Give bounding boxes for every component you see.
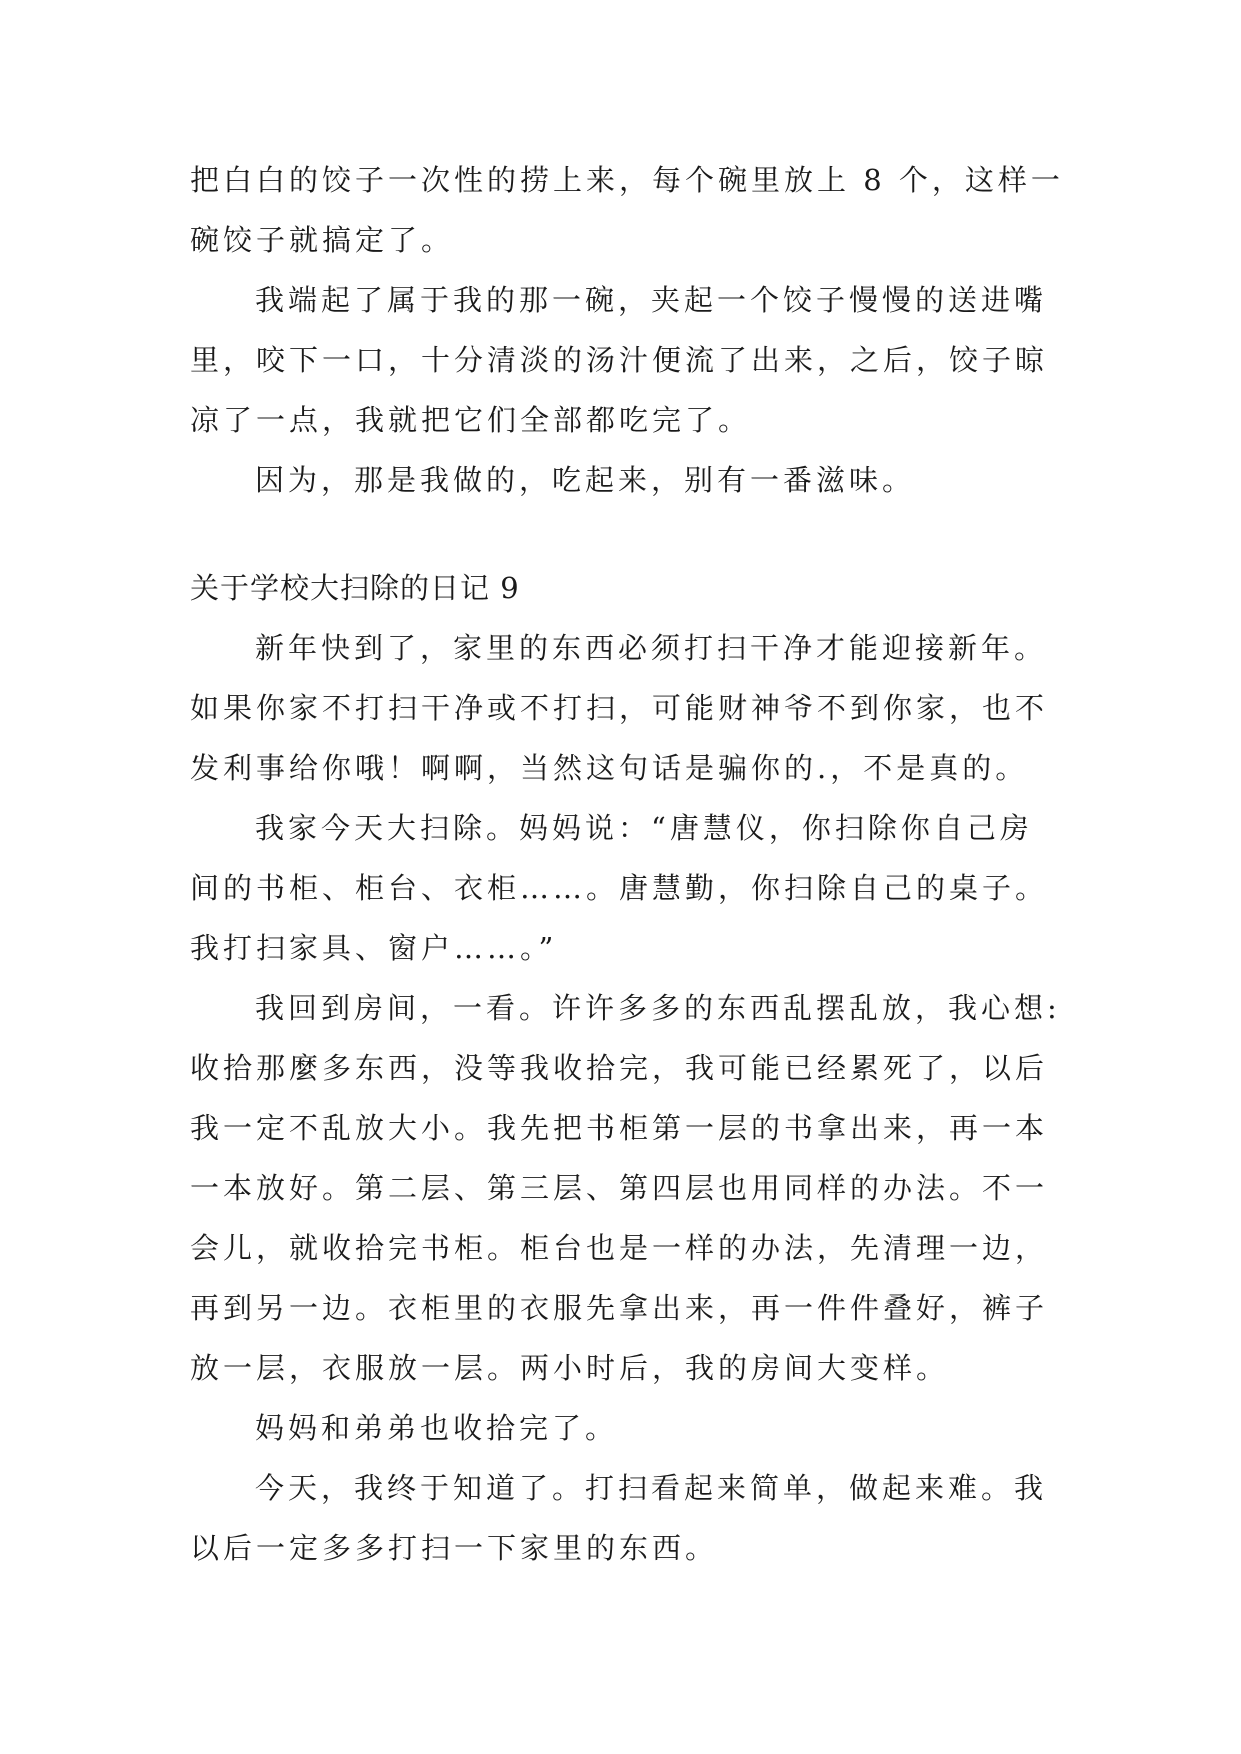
paragraph-line: 我端起了属于我的那一碗，夹起一个饺子慢慢的送进嘴 <box>255 283 1048 317</box>
paragraph-line: 收拾那麼多东西，没等我收拾完，我可能已经累死了，以后 <box>190 1051 1049 1085</box>
paragraph-line: 一本放好。第二层、第三层、第四层也用同样的办法。不一 <box>190 1171 1049 1205</box>
paragraph-line: 碗饺子就搞定了。 <box>190 223 455 257</box>
paragraph-line: 因为，那是我做的，吃起来，别有一番滋味。 <box>255 463 916 497</box>
paragraph-line: 以后一定多多打扫一下家里的东西。 <box>190 1531 719 1565</box>
paragraph-line: 今天，我终于知道了。打扫看起来简单，做起来难。我 <box>255 1471 1048 1505</box>
paragraph-line: 会儿，就收拾完书柜。柜台也是一样的办法，先清理一边， <box>190 1231 1049 1265</box>
paragraph-line: 我打扫家具、窗户……。” <box>190 931 558 965</box>
paragraph-line: 凉了一点，我就把它们全部都吃完了。 <box>190 403 752 437</box>
paragraph-line: 放一层，衣服放一层。两小时后，我的房间大变样。 <box>190 1351 950 1385</box>
paragraph-line: 妈妈和弟弟也收拾完了。 <box>255 1411 619 1445</box>
paragraph-line: 把白白的饺子一次性的捞上来，每个碗里放上 8 个，这样一 <box>190 163 1064 197</box>
paragraph-line: 新年快到了，家里的东西必须打扫干净才能迎接新年。 <box>255 631 1048 665</box>
paragraph-line: 再到另一边。衣柜里的衣服先拿出来，再一件件叠好，裤子 <box>190 1291 1049 1325</box>
paragraph-line: 间的书柜、柜台、衣柜……。唐慧勤，你扫除自己的桌子。 <box>190 871 1049 905</box>
paragraph-line: 如果你家不打扫干净或不打扫，可能财神爷不到你家，也不 <box>190 691 1049 725</box>
paragraph-line: 我回到房间，一看。许许多多的东西乱摆乱放，我心想: <box>255 991 1061 1025</box>
paragraph-line: 我家今天大扫除。妈妈说：“唐慧仪，你扫除你自己房 <box>255 811 1033 845</box>
paragraph-line: 里，咬下一口，十分清淡的汤汁便流了出来，之后，饺子晾 <box>190 343 1049 377</box>
paragraph-line: 我一定不乱放大小。我先把书柜第一层的书拿出来，再一本 <box>190 1111 1049 1145</box>
section-title: 关于学校大扫除的日记 9 <box>190 571 520 605</box>
paragraph-line: 发利事给你哦！啊啊，当然这句话是骗你的.，不是真的。 <box>190 751 1029 785</box>
